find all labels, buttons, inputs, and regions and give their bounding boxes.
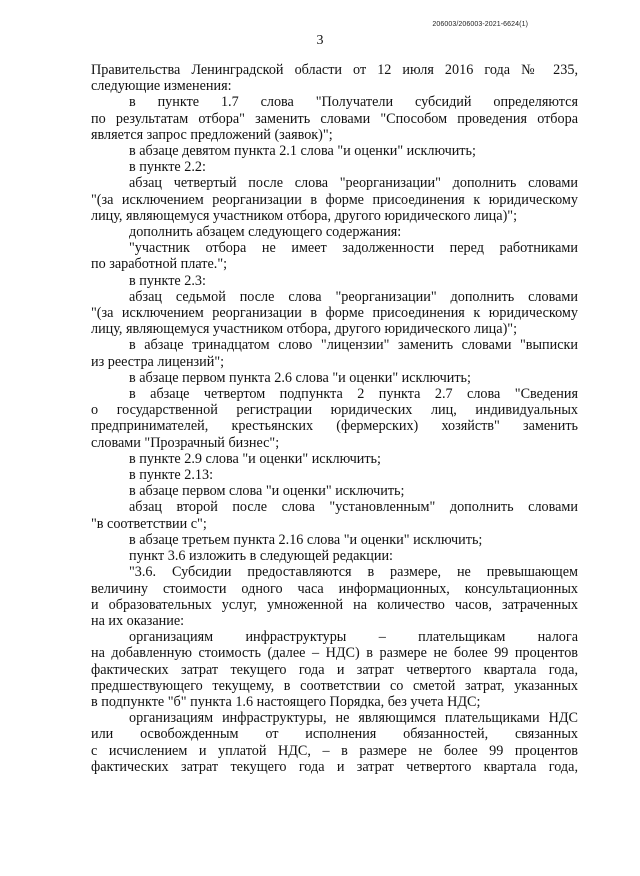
text-line: в пункте 2.9 слова "и оценки" исключить; bbox=[129, 450, 381, 467]
text-line: в пункте 1.7 слова "Получатели субсидий определяются bbox=[129, 94, 578, 111]
text-line: абзац четвертый после слова "реорганизации" дополнить словами bbox=[129, 175, 578, 192]
text-line: "в соответствии с"; bbox=[91, 515, 207, 532]
text-line: фактических затрат текущего года и затрат четвертого квартала года, bbox=[91, 661, 578, 678]
text-line: организациям инфраструктуры – плательщикам налога bbox=[129, 629, 578, 646]
text-line: лицу, являющемуся участником отбора, другого юридического лица)"; bbox=[91, 321, 518, 338]
document-id: 206003/206003-2021-6624(1) bbox=[432, 21, 528, 28]
text-line: из реестра лицензий"; bbox=[91, 353, 225, 370]
text-line: лицу, являющемуся участником отбора, другого юридического лица)"; bbox=[91, 207, 518, 224]
text-line: на их оказание: bbox=[91, 612, 185, 629]
text-line: фактических затрат текущего года и затрат четвертого квартала года, bbox=[91, 758, 578, 775]
page-number: 3 bbox=[316, 33, 324, 48]
text-line: в абзаце третьем пункта 2.16 слова "и оценки" исключить; bbox=[129, 531, 483, 548]
text-line: абзац второй после слова "установленным" дополнить словами bbox=[129, 499, 578, 516]
text-line: словами "Прозрачный бизнес"; bbox=[91, 434, 280, 451]
text-line: пункт 3.6 изложить в следующей редакции: bbox=[129, 548, 393, 565]
text-line: дополнить абзацем следующего содержания: bbox=[129, 224, 402, 241]
text-line: "3.6. Субсидии предоставляются в размере, не превышающем bbox=[129, 564, 578, 581]
text-line: является запрос предложений (заявок)"; bbox=[91, 126, 333, 143]
text-line: следующие изменения: bbox=[91, 78, 232, 95]
text-line: и образовательных услуг, умноженной на количество часов, затраченных bbox=[91, 596, 578, 613]
text-line: по результатам отбора" заменить словами "Способом проведения отбора bbox=[91, 110, 578, 127]
text-line: в абзаце четвертом подпункта 2 пункта 2.7 слова "Сведения bbox=[129, 386, 578, 403]
text-line: величину стоимости одного часа информационных, консультационных bbox=[91, 580, 578, 597]
text-line: "участник отбора не имеет задолженности перед работниками bbox=[129, 240, 578, 257]
text-line: организациям инфраструктуры, не являющимся плательщиками НДС bbox=[129, 710, 578, 727]
text-line: предпринимателей, крестьянских (фермерских) хозяйств" заменить bbox=[91, 418, 578, 435]
text-line: на добавленную стоимость (далее – НДС) в размере не более 99 процентов bbox=[91, 645, 578, 662]
text-line: предшествующего текущему, в соответствии со сметой затрат, указанных bbox=[91, 677, 578, 694]
text-line: о государственной регистрации юридических лиц, индивидуальных bbox=[91, 402, 578, 419]
text-line: в абзаце первом слова "и оценки" исключить; bbox=[129, 483, 405, 500]
text-line: с исчислением и уплатой НДС, – в размере не более 99 процентов bbox=[91, 742, 578, 759]
text-line: абзац седьмой после слова "реорганизации" дополнить словами bbox=[129, 288, 578, 305]
text-line: "(за исключением реорганизации в форме присоединения к юридическому bbox=[91, 305, 578, 322]
text-line: в подпункте "б" пункта 1.6 настоящего Порядка, без учета НДС; bbox=[91, 693, 481, 710]
text-line: в абзаце тринадцатом слово "лицензии" заменить словами "выписки bbox=[129, 337, 578, 354]
text-line: в абзаце девятом пункта 2.1 слова "и оценки" исключить; bbox=[129, 143, 476, 160]
text-line: в пункте 2.13: bbox=[129, 467, 214, 484]
text-line: в пункте 2.2: bbox=[129, 159, 206, 176]
document-body bbox=[91, 62, 578, 775]
text-line: в абзаце первом пункта 2.6 слова "и оценки" исключить; bbox=[129, 369, 471, 386]
text-line: по заработной плате."; bbox=[91, 256, 228, 273]
text-line: или освобожденным от исполнения обязанностей, связанных bbox=[91, 726, 578, 743]
text-line: в пункте 2.3: bbox=[129, 272, 206, 289]
text-line: Правительства Ленинградской области от 12 июля 2016 года № 235, bbox=[91, 62, 578, 78]
text-line: "(за исключением реорганизации в форме присоединения к юридическому bbox=[91, 191, 578, 208]
